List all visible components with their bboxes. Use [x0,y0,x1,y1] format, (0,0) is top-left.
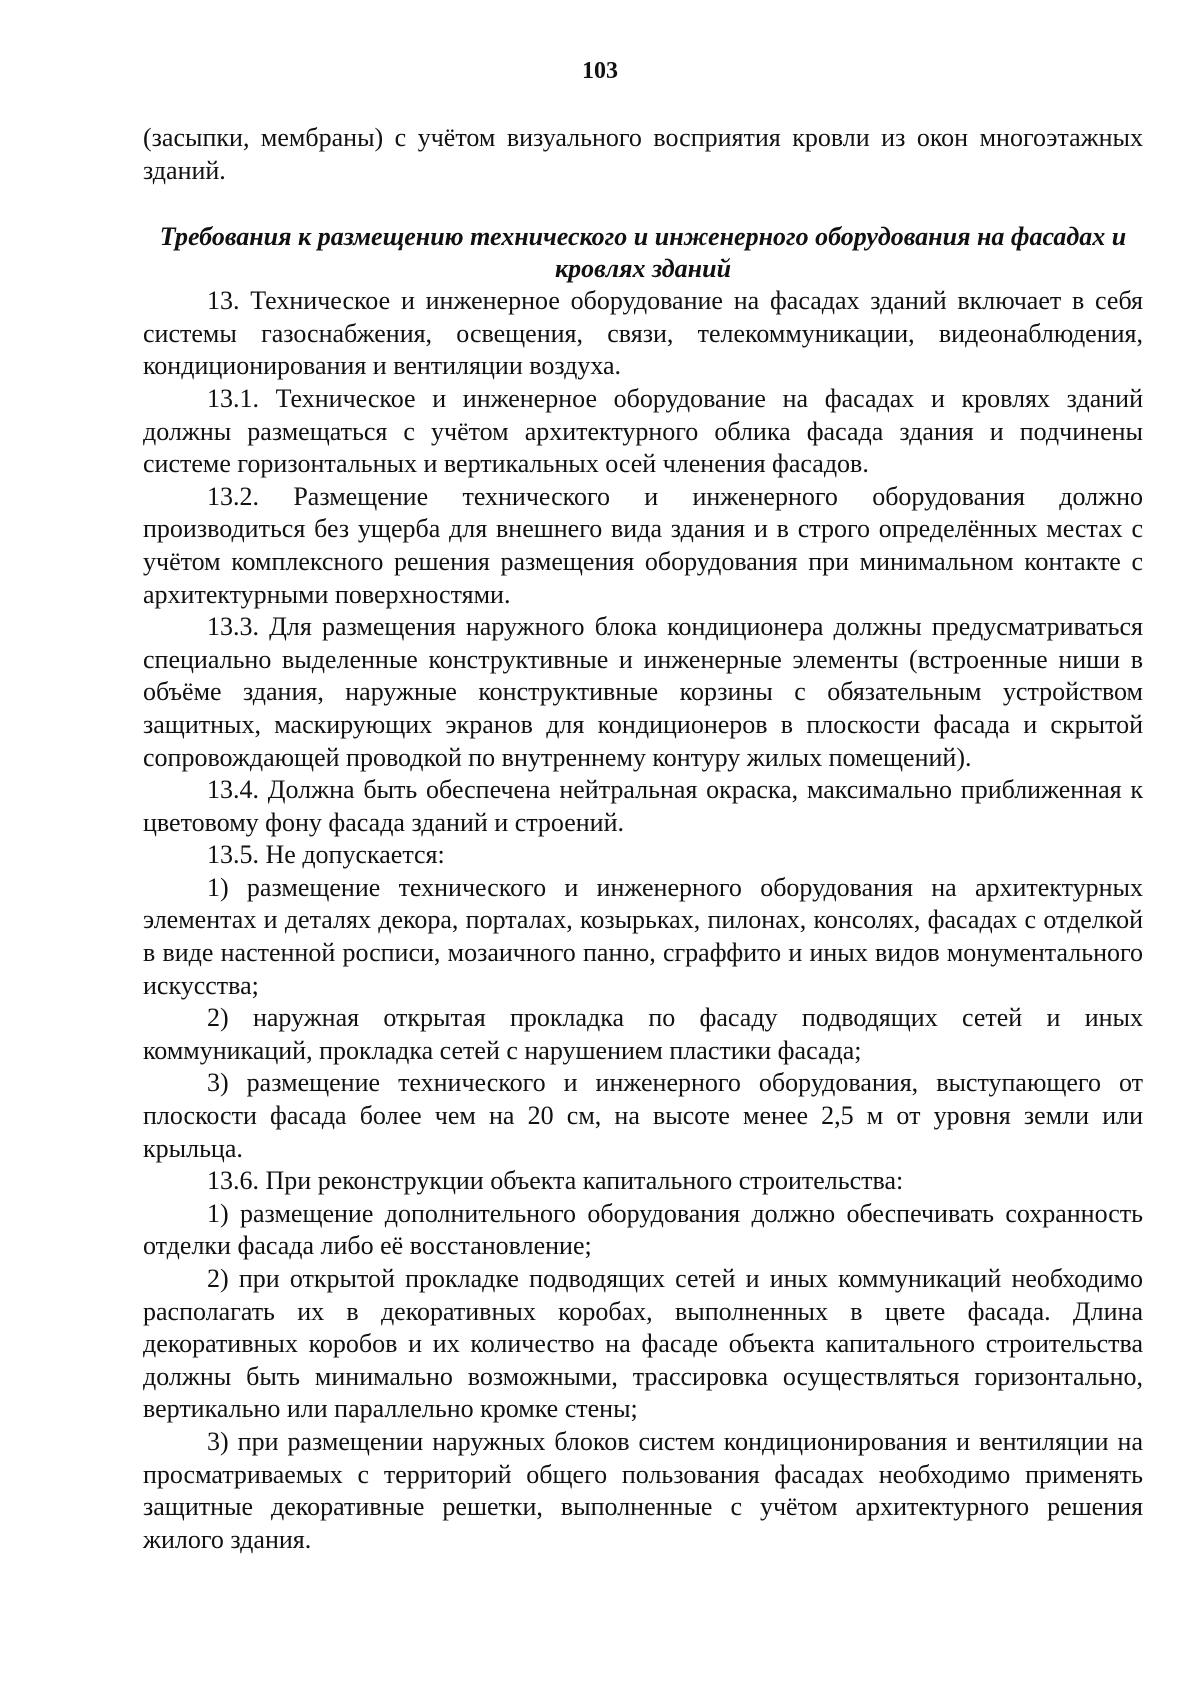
paragraph-13-5-item-3: 3) размещение технического и инженерного оборудования, выступающего от плоскости фасада более чем на 20 см, на высоте менее 2,5 м от уровня земли или крыльца. [143,1068,1143,1163]
paragraph-13-5-item-1: 1) размещение технического и инженерного оборудования на архитектурных элементах и деталях декора, порталах, козырьках, пилонах, консолях, фасадах с отделкой в виде настенной росписи, мозаичного панно, сграффито и иных видов монументального искусства; [143,872,1143,1000]
paragraph-13-4: 13.4. Должна быть обеспечена нейтральная окраска, максимально приближенная к цветовому фону фасада зданий и строений. [143,775,1143,837]
paragraph-13-6-item-1: 1) размещение дополнительного оборудования должно обеспечивать сохранность отделки фасада либо её восстановление; [143,1198,1143,1261]
page-number: 103 [582,58,618,84]
paragraph-13-3: 13.3. Для размещения наружного блока кондиционера должны предусматриваться специально выделенные конструктивные и инженерные элементы (встроенные ниши в объёме здания, наружные конструктивные корзины с обязательным устройством защитных, маскирующих экранов для кондиционеров в плоскости фасада и скрытой сопровождающей проводкой по внутреннему контуру жилых помещений). [143,612,1143,772]
paragraph-13-6: 13.6. При реконструкции объекта капитального строительства: [207,1166,904,1196]
section-heading: Требования к размещению технического и инженерного оборудования на фасадах и кровлях зданий [159,222,1127,284]
document-body [143,122,1143,1556]
paragraph-13-6-item-3: 3) при размещении наружных блоков систем кондиционирования и вентиляции на просматриваемых с территорий общего пользования фасадах необходимо применять защитные декоративные решетки, выполненные с учётом архитектурного решения жилого здания. [143,1426,1143,1554]
paragraph-13-5-item-2: 2) наружная открытая прокладка по фасаду подводящих сетей и иных коммуникаций, прокладка сетей с нарушением пластики фасада; [143,1003,1143,1065]
intro-paragraph: (засыпки, мембраны) с учётом визуального восприятия кровли из окон многоэтажных зданий. [143,123,1143,185]
paragraph-13-1: 13.1. Техническое и инженерное оборудование на фасадах и кровлях зданий должны размещаться с учётом архитектурного облика фасада здания и подчинены системе горизонтальных и вертикальных осей членения фасадов. [143,383,1143,479]
paragraph-13-5: 13.5. Не допускается: [207,840,445,870]
paragraph-13: 13. Техническое и инженерное оборудование на фасадах зданий включает в себя системы газоснабжения, освещения, связи, телекоммуникации, видеонаблюдения, кондиционирования и вентиляции воздуха. [143,286,1143,381]
paragraph-13-6-item-2: 2) при открытой прокладке подводящих сетей и иных коммуникаций необходимо располагать их в декоративных коробах, выполненных в цвете фасада. Длина декоративных коробов и их количество на фасаде объекта капитального строительства должны быть минимально возможными, трассировка осуществляться горизонтально, вертикально или параллельно кромке стены; [143,1264,1143,1424]
paragraph-13-2: 13.2. Размещение технического и инженерного оборудования должно производиться без ущерба для внешнего вида здания и в строго определённых местах с учётом комплексного решения размещения оборудования при минимальном контакте с архитектурными поверхностями. [143,481,1143,609]
